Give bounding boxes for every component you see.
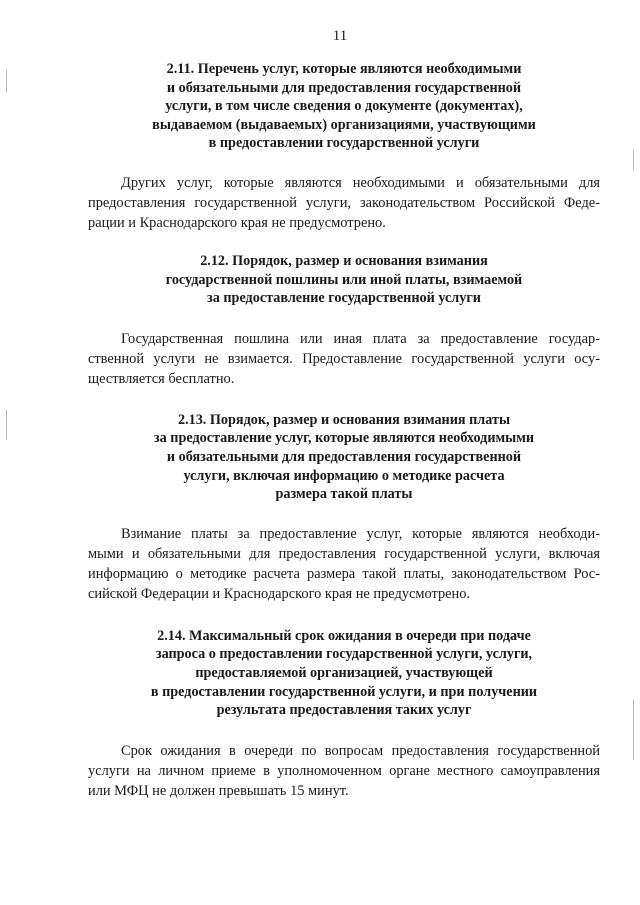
heading-line: выдаваемом (выдаваемых) организациями, участвующими	[152, 116, 536, 133]
heading-line: и обязательными для предоставления государственной	[166, 448, 522, 465]
heading-line: в предоставлении государственной услуги	[208, 135, 480, 152]
heading-line: предоставляемой организацией, участвующей	[195, 664, 493, 681]
body-line: услуги на личном приеме в уполномоченном органе местного самоуправления	[88, 762, 600, 779]
scan-edge-mark	[633, 700, 634, 760]
section-heading-2-13	[88, 411, 600, 504]
section-body-2-11	[88, 173, 600, 233]
body-line: или МФЦ не должен превышать 15 минут.	[88, 782, 349, 799]
section-heading-2-11	[88, 60, 600, 153]
body-line: ственной услуги не взимается. Предоставление государственной услуги осу-	[88, 350, 600, 367]
heading-line: услуги, включая информацию о методике расчета	[183, 467, 505, 484]
body-line: информацию о методике расчета размера такой платы, законодательством Рос-	[88, 565, 600, 582]
section-body-2-12	[88, 329, 600, 389]
body-line: Государственная пошлина или иная плата за предоставление государ-	[121, 330, 600, 347]
scan-edge-mark	[6, 410, 7, 440]
section-body-2-14	[88, 741, 600, 801]
body-line: сийской Федерации и Краснодарского края не предусмотрено.	[88, 585, 471, 602]
heading-line: результата предоставления таких услуг	[216, 702, 472, 719]
body-line: Других услуг, которые являются необходимыми и обязательными для	[121, 174, 600, 191]
heading-line: размера такой платы	[275, 486, 413, 503]
heading-line: 2.13. Порядок, размер и основания взимания платы	[177, 411, 511, 428]
page-number: 11	[332, 28, 348, 44]
body-line: ществляется бесплатно.	[88, 370, 235, 387]
document-content	[88, 60, 600, 801]
heading-line: 2.12. Порядок, размер и основания взимания	[200, 252, 488, 269]
body-line: мыми и обязательными для предоставления государственной услуги, включая	[88, 545, 600, 562]
heading-line: 2.11. Перечень услуг, которые являются необходимыми	[166, 61, 522, 77]
body-line: рации и Краснодарского края не предусмотрено.	[88, 214, 386, 231]
scan-edge-mark	[6, 70, 7, 92]
heading-line: и обязательными для предоставления государственной	[166, 79, 522, 96]
heading-line: за предоставление государственной услуги	[207, 290, 481, 307]
section-heading-2-14	[88, 627, 600, 720]
body-line: Взимание платы за предоставление услуг, которые являются необходи-	[121, 525, 600, 542]
heading-line: за предоставление услуг, которые являются необходимыми	[153, 430, 535, 447]
scan-edge-mark	[633, 150, 634, 170]
section-heading-2-12	[88, 252, 600, 308]
heading-line: услуги, в том числе сведения о документе (документах),	[165, 98, 523, 115]
section-body-2-13	[88, 524, 600, 604]
body-line: предоставления государственной услуги, законодательством Российской Феде-	[88, 194, 600, 211]
body-line: Срок ожидания в очереди по вопросам предоставления государственной	[121, 742, 600, 759]
heading-line: 2.14. Максимальный срок ожидания в очереди при подаче	[157, 627, 531, 644]
heading-line: запроса о предоставлении государственной услуги, услуги,	[155, 646, 533, 663]
heading-line: в предоставлении государственной услуги, и при получении	[150, 683, 538, 700]
heading-line: государственной пошлины или иной платы, взимаемой	[165, 271, 523, 288]
